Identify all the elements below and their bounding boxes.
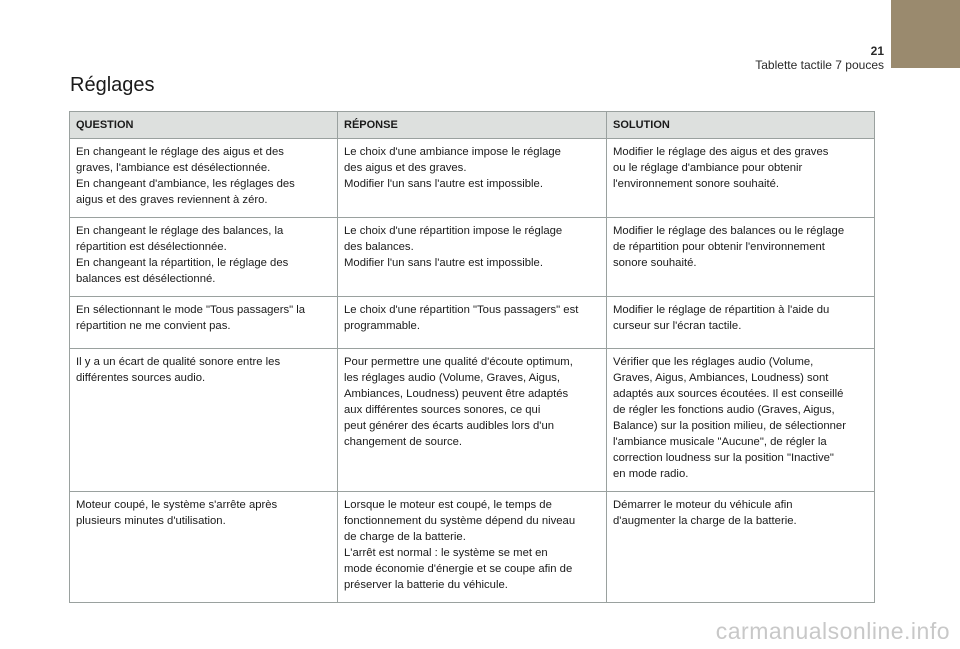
text-line: Modifier le réglage de répartition à l'aide du (613, 304, 830, 316)
question-cell (70, 349, 338, 492)
text-line: En changeant d'ambiance, les réglages des (76, 178, 295, 190)
text-line: en mode radio. (613, 468, 689, 480)
answer-cell (338, 297, 607, 349)
text-line: de répartition pour obtenir l'environnement (613, 241, 825, 253)
text-line: des aigus et des graves. (344, 162, 467, 174)
text-line: En changeant la répartition, le réglage des (76, 257, 289, 269)
text-line: Il y a un écart de qualité sonore entre les (76, 356, 281, 368)
text-line: Modifier le réglage des balances ou le réglage (613, 225, 845, 237)
solution-cell (607, 492, 875, 603)
text-line: changement de source. (344, 436, 463, 448)
page-title: Réglages (70, 74, 155, 96)
answer-cell (338, 349, 607, 492)
answer-cell (338, 492, 607, 603)
text-line: Moteur coupé, le système s'arrête après (76, 499, 278, 511)
text-line: Lorsque le moteur est coupé, le temps de (344, 499, 552, 511)
column-header-solution: SOLUTION (607, 112, 875, 139)
text-line: En changeant le réglage des balances, la (76, 225, 284, 237)
text-line: différentes sources audio. (76, 372, 206, 384)
column-header-answer: RÉPONSE (338, 112, 607, 139)
text-line: En sélectionnant le mode "Tous passagers" la (76, 304, 306, 316)
text-line: répartition est désélectionnée. (76, 241, 227, 253)
text-line: peut générer des écarts audibles lors d'un (344, 420, 555, 432)
text-line: aux différentes sources sonores, ce qui (344, 404, 541, 416)
text-line: préserver la batterie du véhicule. (344, 579, 508, 591)
text-line: Modifier l'un sans l'autre est impossible. (344, 257, 543, 269)
text-line: plusieurs minutes d'utilisation. (76, 515, 226, 527)
text-line: Modifier l'un sans l'autre est impossible. (344, 178, 543, 190)
question-cell (70, 139, 338, 218)
question-cell (70, 297, 338, 349)
text-line: Démarrer le moteur du véhicule afin (613, 499, 793, 511)
text-line: balances est désélectionné. (76, 273, 216, 285)
text-line: d'augmenter la charge de la batterie. (613, 515, 797, 527)
text-line: Le choix d'une ambiance impose le réglage (344, 146, 561, 158)
solution-cell (607, 139, 875, 218)
answer-cell (338, 139, 607, 218)
text-line: Vérifier que les réglages audio (Volume, (613, 356, 814, 368)
solution-cell (607, 218, 875, 297)
text-line: graves, l'ambiance est désélectionnée. (76, 162, 271, 174)
table-row (70, 218, 875, 297)
text-line: sonore souhaité. (613, 257, 697, 269)
text-line: Le choix d'une répartition impose le réglage (344, 225, 563, 237)
text-line: Modifier le réglage des aigus et des graves (613, 146, 829, 158)
question-cell (70, 218, 338, 297)
text-line: Pour permettre une qualité d'écoute optimum, (344, 356, 573, 368)
table-row (70, 139, 875, 218)
text-line: correction loudness sur la position "Inactive" (613, 452, 834, 464)
text-line: fonctionnement du système dépend du niveau (344, 515, 576, 527)
table-row (70, 492, 875, 603)
text-line: adaptés aux sources écoutées. Il est conseillé (613, 388, 844, 400)
text-line: L'arrêt est normal : le système se met en (344, 547, 548, 559)
question-cell (70, 492, 338, 603)
text-line: Graves, Aigus, Ambiances, Loudness) sont (613, 372, 829, 384)
column-header-question: QUESTION (70, 112, 338, 139)
text-line: curseur sur l'écran tactile. (613, 320, 742, 332)
section-title: Tablette tactile 7 pouces (755, 58, 884, 72)
faq-table (69, 111, 875, 603)
text-line: de charge de la batterie. (344, 531, 466, 543)
solution-cell (607, 297, 875, 349)
watermark: carmanualsonline.info (715, 618, 950, 644)
chapter-tab-block (891, 0, 960, 68)
text-line: En changeant le réglage des aigus et des (76, 146, 284, 158)
text-line: aigus et des graves reviennent à zéro. (76, 194, 268, 206)
text-line: des balances. (344, 241, 414, 253)
text-line: l'environnement sonore souhaité. (613, 178, 780, 190)
table-row (70, 297, 875, 349)
text-line: mode économie d'énergie et se coupe afin de (344, 563, 573, 575)
text-line: Le choix d'une répartition "Tous passagers" est (344, 304, 579, 316)
text-line: programmable. (344, 320, 420, 332)
text-line: Ambiances, Loudness) peuvent être adaptés (344, 388, 569, 400)
page-number: 21 (870, 44, 884, 58)
solution-cell (607, 349, 875, 492)
text-line: l'ambiance musicale "Aucune", de régler la (613, 436, 827, 448)
answer-cell (338, 218, 607, 297)
text-line: répartition ne me convient pas. (76, 320, 231, 332)
text-line: de régler les fonctions audio (Graves, Aigus, (613, 404, 835, 416)
table-row (70, 349, 875, 492)
text-line: Balance) sur la position milieu, de sélectionner (613, 420, 846, 432)
text-line: les réglages audio (Volume, Graves, Aigus, (344, 372, 561, 384)
table-header-row (70, 112, 875, 139)
text-line: ou le réglage d'ambiance pour obtenir (613, 162, 803, 174)
